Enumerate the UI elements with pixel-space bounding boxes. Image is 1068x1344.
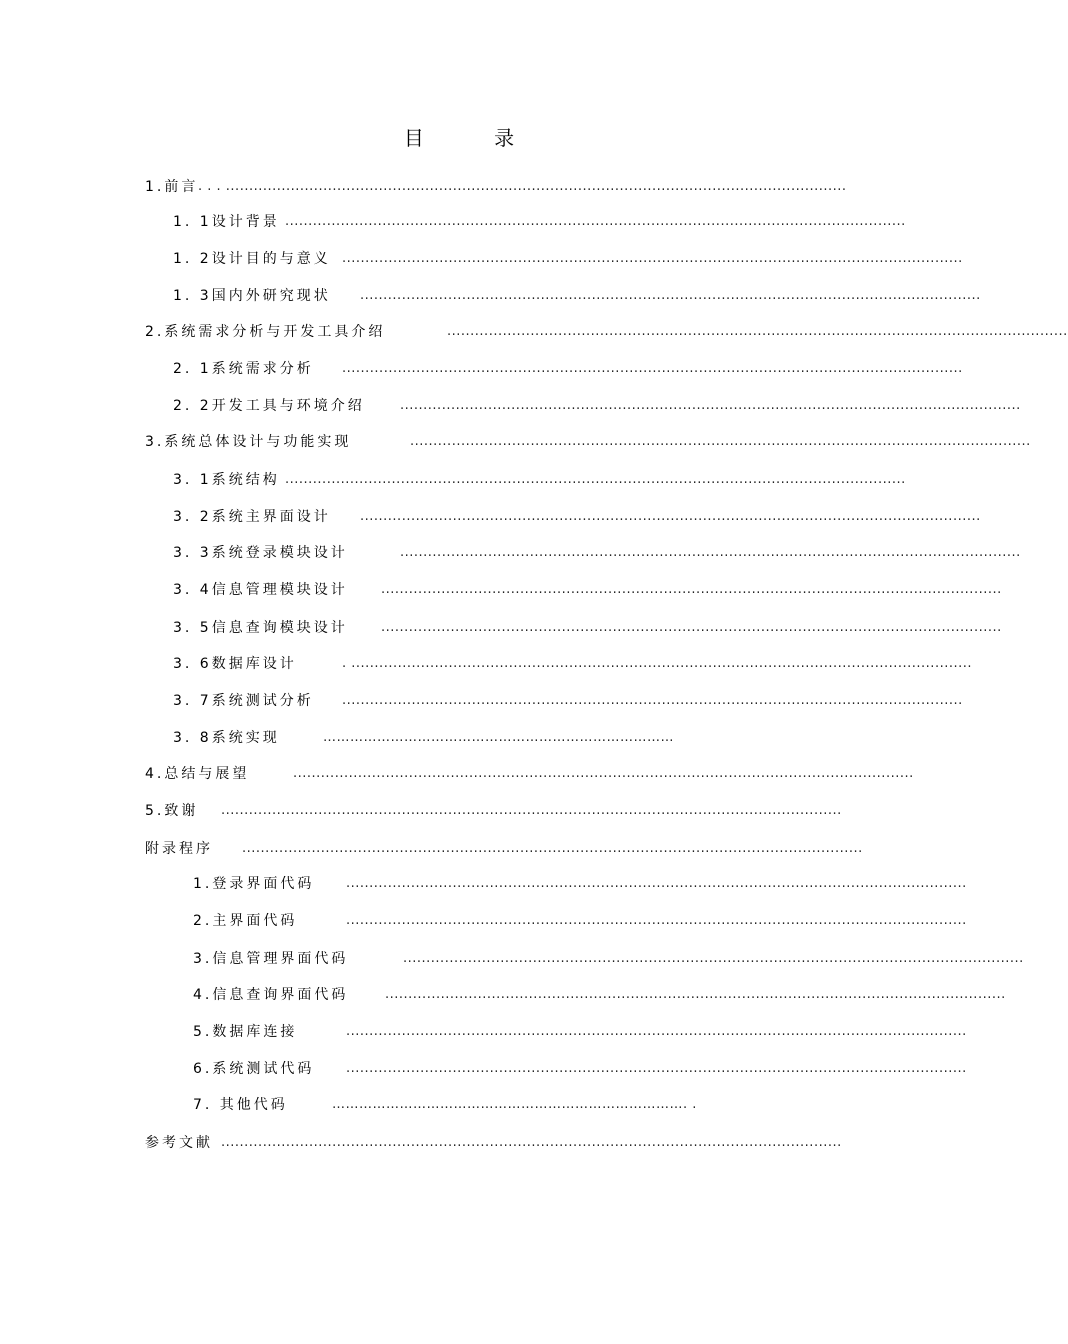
toc-leader-dots: ......................................................................................................................................	[410, 434, 1031, 449]
toc-leader-dots: ......................................................................................................................................	[381, 620, 1002, 635]
toc-leader-dots: ......................................................................................................................................	[346, 1061, 967, 1076]
toc-entry-label: 3.信息管理界面代码	[193, 951, 349, 967]
toc-entry[interactable]	[173, 285, 981, 307]
toc-entry[interactable]	[145, 431, 1031, 453]
toc-leader-dots: ……………………………………………………………………. .	[332, 1097, 697, 1112]
toc-entry[interactable]	[173, 617, 1002, 639]
toc-leader-dots: ......................................................................................................................................	[346, 913, 967, 928]
toc-leader-dots: ......................................................................................................................................	[285, 214, 906, 229]
toc-entry[interactable]	[193, 984, 1006, 1006]
toc-entry[interactable]	[173, 248, 963, 270]
toc-entry[interactable]	[145, 176, 847, 198]
toc-entry-label: 3. 1系统结构	[173, 472, 280, 488]
toc-entry-label: 3. 6数据库设计	[173, 656, 297, 672]
toc-entry-label: 7. 其他代码	[193, 1097, 288, 1113]
toc-leader-dots: ......................................................................................................................................	[385, 987, 1006, 1002]
toc-entry-label: 1.前言	[145, 179, 199, 195]
toc-leader-dots: ......................................................................................................................................	[342, 361, 963, 376]
toc-leader-dots: ......................................................................................................................................	[342, 251, 963, 266]
toc-entry-label: 5.致谢	[145, 803, 199, 819]
toc-leader-dots: . . . ......................................................................................................................................	[198, 179, 847, 194]
toc-leader-dots: ......................................................................................................................................	[447, 324, 1068, 339]
toc-entry-label: 3.系统总体设计与功能实现	[145, 434, 352, 450]
toc-entry[interactable]	[173, 542, 1021, 564]
toc-entry[interactable]	[193, 1058, 967, 1080]
toc-leader-dots: ......................................................................................................................................	[221, 803, 842, 818]
toc-entry-label: 3. 2系统主界面设计	[173, 509, 331, 525]
toc-entry[interactable]	[193, 948, 1024, 970]
toc-entry[interactable]	[145, 800, 842, 822]
toc-entry-label: 1. 1设计背景	[173, 214, 280, 230]
toc-entry-label: 5.数据库连接	[193, 1024, 298, 1040]
toc-leader-dots: ......................................................................................................................................	[400, 545, 1021, 560]
toc-entry-label: 参考文献	[145, 1135, 213, 1151]
toc-entry-label: 3. 8系统实现	[173, 730, 280, 746]
toc-entry[interactable]	[193, 873, 967, 895]
toc-entry-label: 2.主界面代码	[193, 913, 298, 929]
toc-entry[interactable]	[173, 506, 981, 528]
toc-entry-label: 4.信息查询界面代码	[193, 987, 349, 1003]
toc-entry[interactable]	[173, 690, 963, 712]
toc-entry[interactable]	[173, 395, 1021, 417]
toc-leader-dots: . ......................................................................................................................................	[342, 656, 972, 671]
toc-leader-dots: ......................................................................................................................................	[346, 1024, 967, 1039]
toc-entry[interactable]	[145, 321, 1068, 343]
toc-leader-dots: ......................................................................................................................................	[403, 951, 1024, 966]
toc-entry[interactable]	[193, 910, 967, 932]
toc-leader-dots: ......................................................................................................................................	[221, 1135, 842, 1150]
toc-entry-label: 2. 1系统需求分析	[173, 361, 314, 377]
toc-entry-label: 1.登录界面代码	[193, 876, 315, 892]
toc-entry-label: 4.总结与展望	[145, 766, 250, 782]
toc-leader-dots: ......................................................................................................................................	[242, 841, 863, 856]
toc-leader-dots: ......................................................................................................................................	[360, 509, 981, 524]
toc-leader-dots: ......................................................................................................................................	[400, 398, 1021, 413]
toc-leader-dots: ......................................................................................................................................	[346, 876, 967, 891]
toc-entry-label: 1. 2设计目的与意义	[173, 251, 331, 267]
toc-entry[interactable]	[193, 1021, 967, 1043]
toc-entry-label: 1. 3国内外研究现状	[173, 288, 331, 304]
toc-entry[interactable]	[173, 358, 963, 380]
toc-entry[interactable]	[173, 653, 972, 675]
toc-leader-dots: ......................................................................................................................................	[381, 582, 1002, 597]
toc-leader-dots: ......................................................................................................................................	[293, 766, 914, 781]
toc-leader-dots: ......................................................................................................................................	[342, 693, 963, 708]
toc-leader-dots: ……………………………………………………………………	[323, 730, 674, 745]
toc-entry[interactable]	[173, 211, 906, 233]
toc-leader-dots: ......................................................................................................................................	[285, 472, 906, 487]
toc-entry-label: 6.系统测试代码	[193, 1061, 315, 1077]
toc-entry-label: 2.系统需求分析与开发工具介绍	[145, 324, 386, 340]
toc-entry-label: 3. 4信息管理模块设计	[173, 582, 348, 598]
toc-entry[interactable]	[145, 1132, 842, 1154]
toc-entry[interactable]	[173, 579, 1002, 601]
toc-entry-label: 3. 3系统登录模块设计	[173, 545, 348, 561]
toc-entry[interactable]	[145, 763, 914, 785]
toc-entry[interactable]	[193, 1094, 770, 1116]
toc-entry-label: 3. 7系统测试分析	[173, 693, 314, 709]
toc-entry[interactable]	[145, 838, 863, 860]
toc-entry-label: 附录程序	[145, 841, 213, 857]
toc-leader-dots: ......................................................................................................................................	[360, 288, 981, 303]
toc-title: 目 录	[403, 126, 547, 150]
toc-entry[interactable]	[173, 727, 770, 749]
toc-entry-label: 3. 5信息查询模块设计	[173, 620, 348, 636]
toc-entry[interactable]	[173, 469, 906, 491]
toc-entry-label: 2. 2开发工具与环境介绍	[173, 398, 365, 414]
